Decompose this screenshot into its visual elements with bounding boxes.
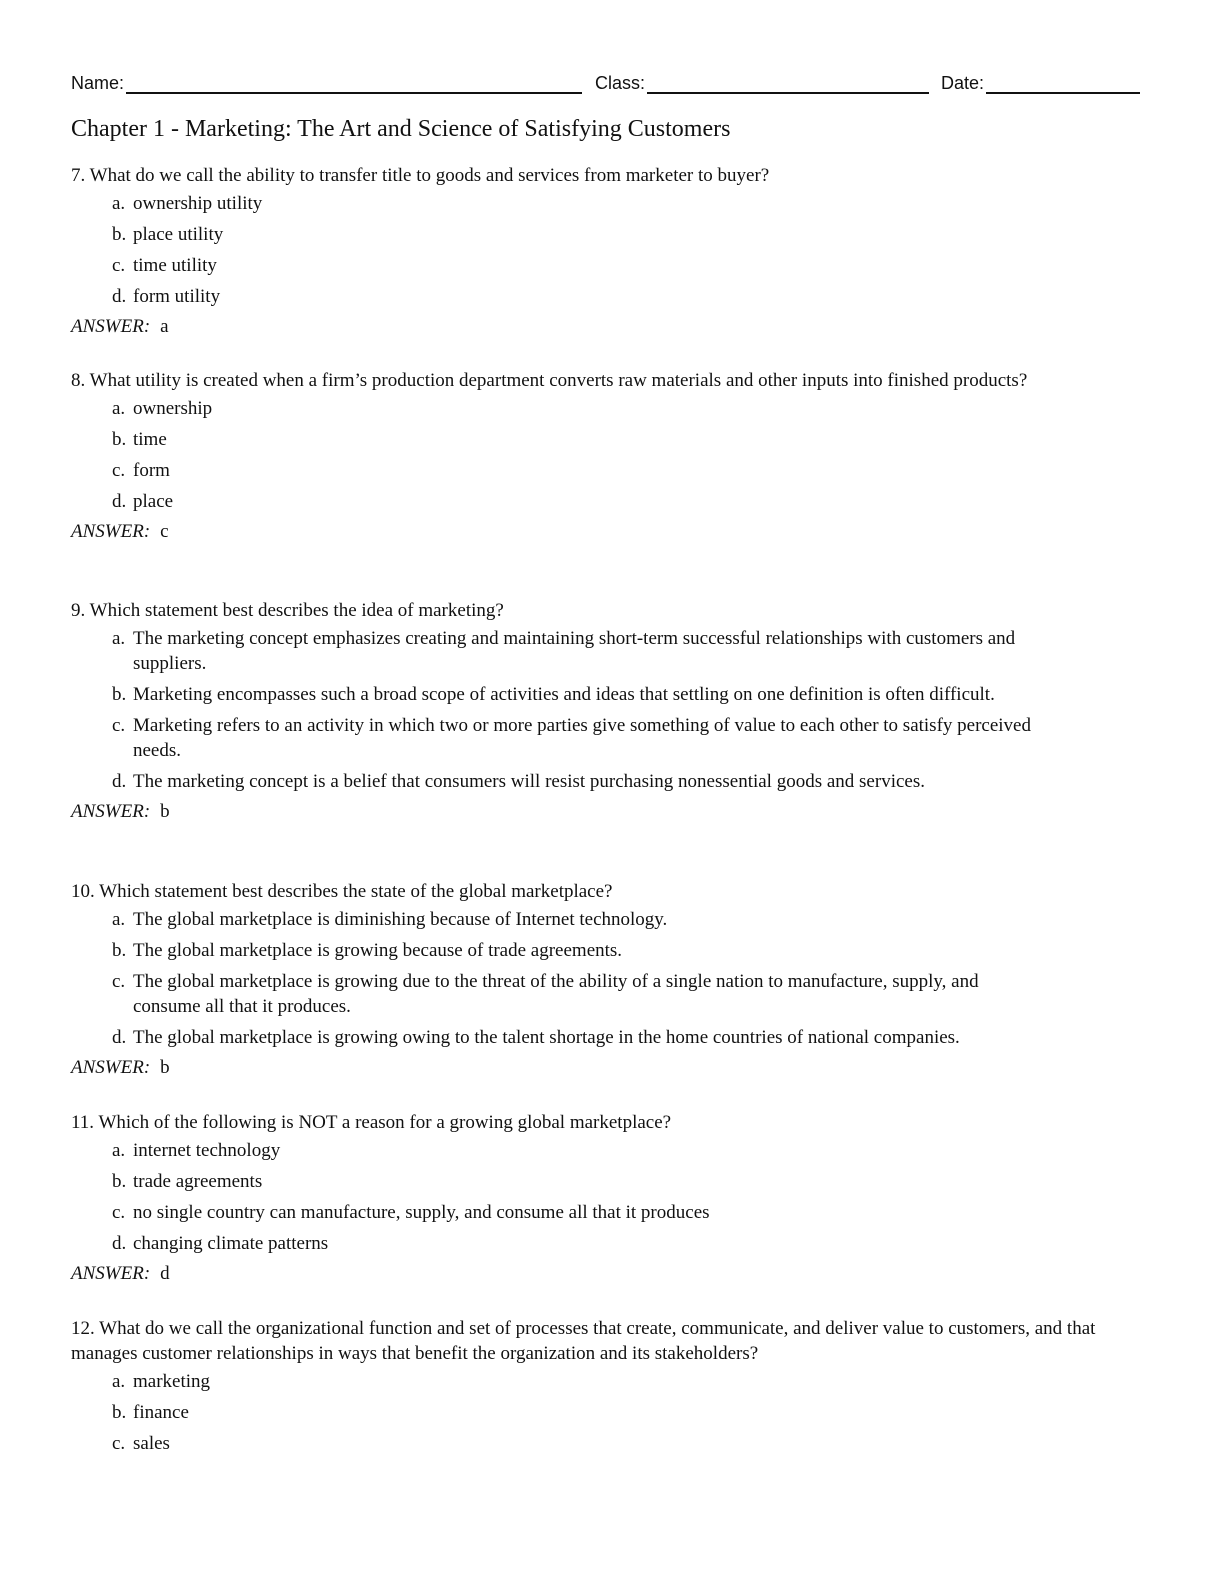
answer-value: a bbox=[160, 316, 169, 337]
question-11 bbox=[71, 1110, 1111, 1286]
answer-value: b bbox=[160, 801, 170, 822]
chapter-title: Chapter 1 - Marketing: The Art and Science of Satisfying Customers bbox=[71, 116, 731, 142]
choice-list bbox=[71, 191, 1111, 309]
name-line[interactable] bbox=[126, 72, 582, 94]
question-text: 7. What do we call the ability to transfer title to goods and services from marketer to buyer? bbox=[71, 165, 770, 186]
choice-item bbox=[71, 458, 1111, 483]
choice-text: ownership bbox=[133, 398, 213, 419]
class-line[interactable] bbox=[647, 72, 929, 94]
choice-letter: c. bbox=[112, 460, 126, 481]
question-12 bbox=[71, 1316, 1111, 1456]
question-8 bbox=[71, 368, 1111, 544]
choice-text: The global marketplace is growing due to the threat of the ability of a single nation to manufacture, supply, and consume all that it produces. bbox=[133, 971, 979, 1017]
choice-letter: b. bbox=[112, 684, 127, 705]
choice-item bbox=[71, 191, 1111, 216]
choice-text: The global marketplace is growing owing to the talent shortage in the home countries of national companies. bbox=[133, 1027, 960, 1048]
question-9 bbox=[71, 598, 1111, 824]
question-10 bbox=[71, 879, 1111, 1080]
choice-letter: c. bbox=[112, 1202, 126, 1223]
question-text: 10. Which statement best describes the state of the global marketplace? bbox=[71, 881, 613, 902]
answer-line bbox=[71, 519, 1111, 544]
answer-label: ANSWER: bbox=[71, 801, 151, 822]
choice-list bbox=[71, 1138, 1111, 1256]
choice-text: form bbox=[133, 460, 170, 481]
class-label: Class: bbox=[595, 73, 646, 93]
choice-item bbox=[71, 1200, 1111, 1225]
choice-text: time bbox=[133, 429, 167, 450]
header-fields bbox=[71, 72, 1143, 98]
choice-letter: d. bbox=[112, 491, 127, 512]
choice-text: finance bbox=[133, 1402, 189, 1423]
choice-item bbox=[71, 1431, 1111, 1456]
choice-item bbox=[71, 626, 1111, 676]
date-label: Date: bbox=[941, 73, 985, 93]
choice-letter: a. bbox=[112, 909, 126, 930]
choice-text: Marketing refers to an activity in which two or more parties give something of value to each other to satisfy perceived needs. bbox=[133, 715, 1031, 761]
name-field bbox=[71, 72, 582, 94]
choice-item bbox=[71, 1400, 1111, 1425]
name-label: Name: bbox=[71, 73, 125, 93]
answer-line bbox=[71, 1055, 1111, 1080]
choice-item bbox=[71, 489, 1111, 514]
question-text: 12. What do we call the organizational function and set of processes that create, communicate, and deliver value to customers, and that manages customer relationships in ways that benefit the organization and its stakeholders? bbox=[71, 1318, 1096, 1364]
question-text: 11. Which of the following is NOT a reason for a growing global marketplace? bbox=[71, 1112, 672, 1133]
date-field bbox=[941, 72, 1140, 94]
choice-item bbox=[71, 682, 1111, 707]
choice-text: no single country can manufacture, supply, and consume all that it produces bbox=[133, 1202, 710, 1223]
choice-item bbox=[71, 907, 1111, 932]
choice-letter: c. bbox=[112, 255, 126, 276]
choice-letter: a. bbox=[112, 1140, 126, 1161]
choice-letter: c. bbox=[112, 971, 126, 992]
choice-letter: d. bbox=[112, 771, 127, 792]
choice-list bbox=[71, 907, 1111, 1050]
answer-line bbox=[71, 799, 1111, 824]
choice-text: marketing bbox=[133, 1371, 211, 1392]
choice-text: Marketing encompasses such a broad scope of activities and ideas that settling on one definition is often difficult. bbox=[133, 684, 995, 705]
choice-item bbox=[71, 396, 1111, 421]
choice-item bbox=[71, 253, 1111, 278]
choice-list bbox=[71, 1369, 1111, 1456]
choice-item bbox=[71, 427, 1111, 452]
choice-letter: b. bbox=[112, 429, 127, 450]
choice-item bbox=[71, 969, 1111, 1019]
question-7 bbox=[71, 163, 1111, 339]
choice-letter: c. bbox=[112, 715, 126, 736]
choice-text: ownership utility bbox=[133, 193, 263, 214]
choice-letter: a. bbox=[112, 628, 126, 649]
choice-letter: b. bbox=[112, 224, 127, 245]
choice-text: place bbox=[133, 491, 174, 512]
choice-letter: b. bbox=[112, 1171, 127, 1192]
answer-label: ANSWER: bbox=[71, 316, 151, 337]
choice-letter: a. bbox=[112, 1371, 126, 1392]
choice-text: sales bbox=[133, 1433, 170, 1454]
answer-value: c bbox=[160, 521, 169, 542]
choice-text: place utility bbox=[133, 224, 224, 245]
question-text: 8. What utility is created when a firm’s production department converts raw materials and other inputs into finished products? bbox=[71, 370, 1028, 391]
choice-letter: d. bbox=[112, 286, 127, 307]
choice-item bbox=[71, 769, 1111, 794]
choice-letter: b. bbox=[112, 1402, 127, 1423]
choice-text: changing climate patterns bbox=[133, 1233, 329, 1254]
answer-value: d bbox=[160, 1263, 170, 1284]
date-line[interactable] bbox=[986, 72, 1140, 94]
choice-item bbox=[71, 284, 1111, 309]
choice-text: The global marketplace is growing because of trade agreements. bbox=[133, 940, 623, 961]
choice-letter: d. bbox=[112, 1027, 127, 1048]
choice-letter: c. bbox=[112, 1433, 126, 1454]
question-text: 9. Which statement best describes the idea of marketing? bbox=[71, 600, 504, 621]
choice-text: form utility bbox=[133, 286, 221, 307]
choice-text: The marketing concept emphasizes creating and maintaining short-term successful relationships with customers and suppliers. bbox=[133, 628, 1016, 674]
answer-line bbox=[71, 1261, 1111, 1286]
choice-item bbox=[71, 1025, 1111, 1050]
choice-letter: b. bbox=[112, 940, 127, 961]
choice-list bbox=[71, 626, 1111, 794]
answer-label: ANSWER: bbox=[71, 1263, 151, 1284]
choice-text: trade agreements bbox=[133, 1171, 263, 1192]
choice-text: time utility bbox=[133, 255, 217, 276]
choice-item bbox=[71, 1231, 1111, 1256]
choice-item bbox=[71, 938, 1111, 963]
choice-letter: d. bbox=[112, 1233, 127, 1254]
choice-text: The global marketplace is diminishing because of Internet technology. bbox=[133, 909, 668, 930]
choice-item bbox=[71, 1169, 1111, 1194]
choice-text: internet technology bbox=[133, 1140, 281, 1161]
answer-label: ANSWER: bbox=[71, 1057, 151, 1078]
answer-line bbox=[71, 314, 1111, 339]
class-field bbox=[595, 72, 929, 94]
choice-letter: a. bbox=[112, 398, 126, 419]
choice-item bbox=[71, 1138, 1111, 1163]
choice-item bbox=[71, 222, 1111, 247]
choice-item bbox=[71, 713, 1111, 763]
choice-item bbox=[71, 1369, 1111, 1394]
answer-label: ANSWER: bbox=[71, 521, 151, 542]
answer-value: b bbox=[160, 1057, 170, 1078]
choice-text: The marketing concept is a belief that consumers will resist purchasing nonessential goods and services. bbox=[133, 771, 925, 792]
choice-list bbox=[71, 396, 1111, 514]
choice-letter: a. bbox=[112, 193, 126, 214]
